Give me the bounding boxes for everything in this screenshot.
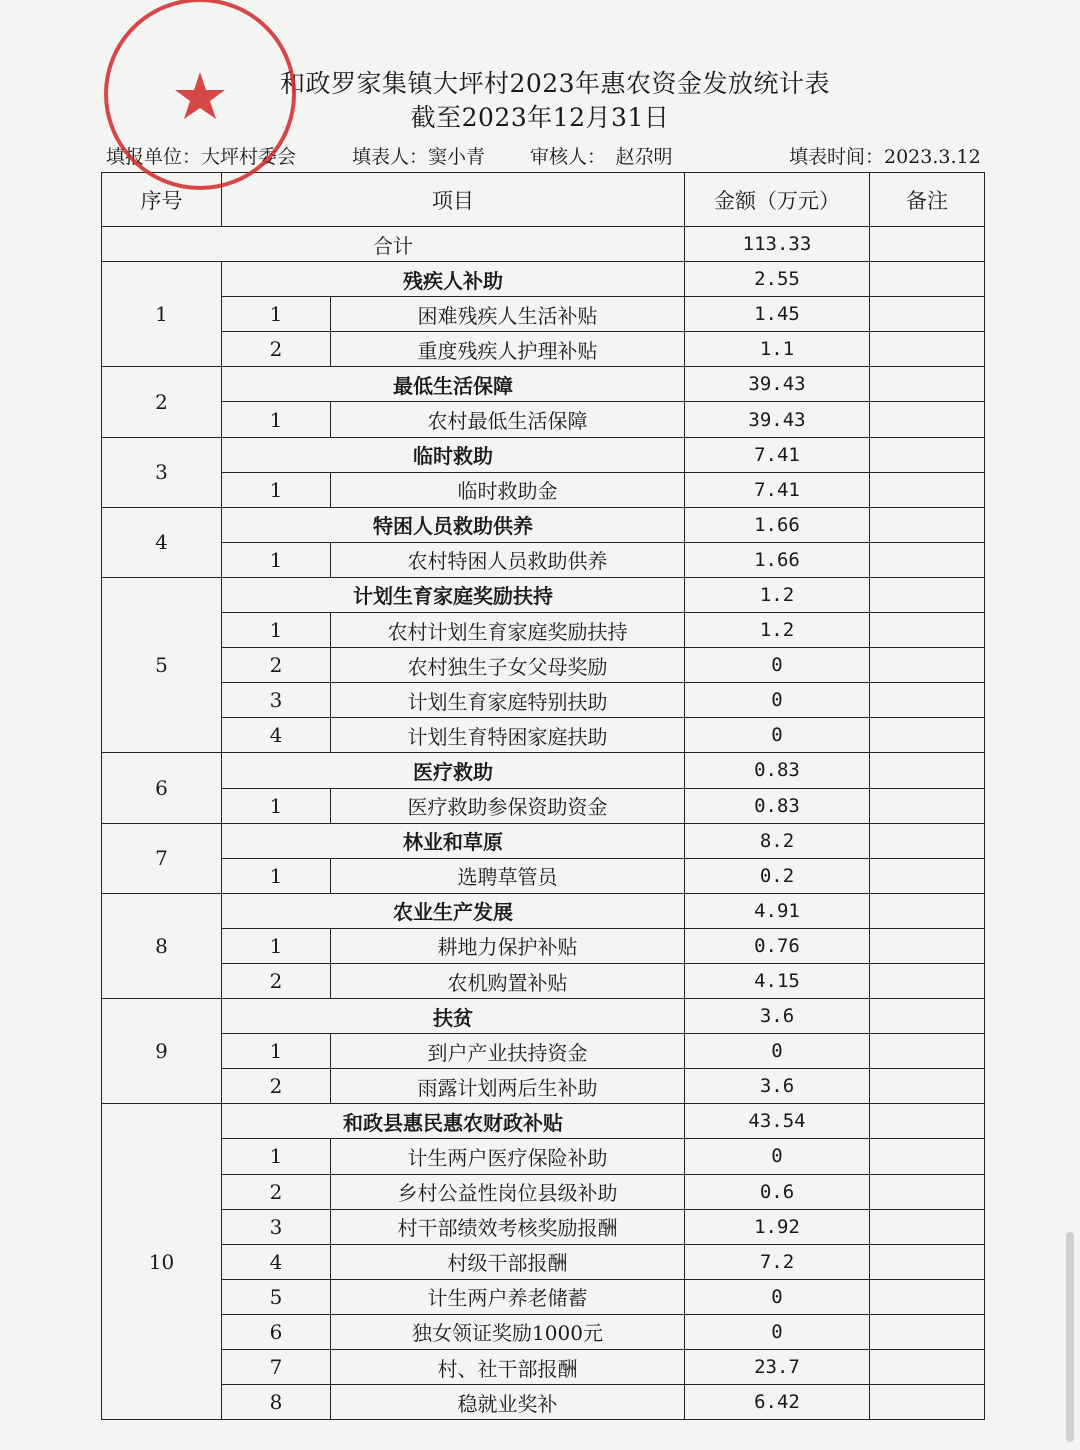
item-row [102,332,985,367]
category-name: 特困人员救助供养 [222,507,685,542]
item-row [102,1034,985,1069]
note-cell [870,1139,985,1174]
item-number: 6 [222,1314,331,1349]
category-row [102,507,985,542]
note-cell [870,507,985,542]
item-name: 村、社干部报酬 [331,1350,685,1385]
note-cell [870,718,985,753]
item-number: 1 [222,1034,331,1069]
total-note [870,227,985,262]
category-amount: 1.66 [685,507,870,542]
item-row [102,1279,985,1314]
scrollbar[interactable] [1066,1232,1074,1442]
category-row [102,823,985,858]
item-row [102,683,985,718]
note-cell [870,1314,985,1349]
item-name: 选聘草管员 [331,858,685,893]
note-cell [870,753,985,788]
item-amount: 0.76 [685,928,870,963]
item-name: 计生两户医疗保险补助 [331,1139,685,1174]
note-cell [870,577,985,612]
category-row [102,753,985,788]
item-amount: 1.92 [685,1209,870,1244]
item-name: 乡村公益性岗位县级补助 [331,1174,685,1209]
item-name: 村级干部报酬 [331,1244,685,1279]
item-number: 1 [222,297,331,332]
item-row [102,542,985,577]
item-number: 2 [222,1069,331,1104]
item-amount: 7.2 [685,1244,870,1279]
item-amount: 0 [685,1139,870,1174]
item-row [102,613,985,648]
item-name: 雨露计划两后生补助 [331,1069,685,1104]
item-number: 1 [222,402,331,437]
group-number: 8 [102,893,222,998]
category-name: 临时救助 [222,437,685,472]
item-amount: 0 [685,718,870,753]
item-row [102,1069,985,1104]
category-name: 医疗救助 [222,753,685,788]
item-number: 2 [222,648,331,683]
item-number: 1 [222,928,331,963]
note-cell [870,1034,985,1069]
category-amount: 39.43 [685,367,870,402]
category-name: 残疾人补助 [222,262,685,297]
group-number: 6 [102,753,222,823]
item-amount: 0 [685,1279,870,1314]
item-name: 农村特困人员救助供养 [331,542,685,577]
item-row [102,648,985,683]
note-cell [870,1069,985,1104]
note-cell [870,472,985,507]
category-row [102,367,985,402]
subsidy-table [101,172,985,1420]
note-cell [870,683,985,718]
item-name: 稳就业奖补 [331,1385,685,1420]
item-number: 1 [222,788,331,823]
item-row [102,1174,985,1209]
note-cell [870,1174,985,1209]
item-amount: 0.2 [685,858,870,893]
item-row [102,297,985,332]
item-number: 7 [222,1350,331,1385]
item-row [102,472,985,507]
note-cell [870,1209,985,1244]
category-amount: 43.54 [685,1104,870,1139]
total-amount: 113.33 [685,227,870,262]
note-cell [870,297,985,332]
category-amount: 2.55 [685,262,870,297]
item-number: 8 [222,1385,331,1420]
item-name: 临时救助金 [331,472,685,507]
category-name: 扶贫 [222,999,685,1034]
item-name: 困难残疾人生活补贴 [331,297,685,332]
item-number: 4 [222,718,331,753]
item-number: 5 [222,1279,331,1314]
item-number: 2 [222,1174,331,1209]
item-number: 3 [222,1209,331,1244]
category-row [102,999,985,1034]
note-cell [870,613,985,648]
table-header-row [102,173,985,227]
category-row [102,577,985,612]
note-cell [870,1244,985,1279]
item-row [102,1350,985,1385]
group-number: 10 [102,1104,222,1420]
note-cell [870,437,985,472]
item-name: 计生两户养老储蓄 [331,1279,685,1314]
note-cell [870,1350,985,1385]
category-row [102,1104,985,1139]
note-cell [870,367,985,402]
document-subtitle: 截至2023年12月31日 [410,103,670,132]
item-number: 1 [222,613,331,648]
item-row [102,788,985,823]
item-amount: 4.15 [685,963,870,998]
note-cell [870,1385,985,1420]
document-title: 和政罗家集镇大坪村2023年惠农资金发放统计表 [279,69,831,98]
item-amount: 1.45 [685,297,870,332]
category-amount: 1.2 [685,577,870,612]
item-number: 1 [222,1139,331,1174]
header-item: 项目 [222,173,685,227]
note-cell [870,1279,985,1314]
total-label: 合计 [102,227,685,262]
note-cell [870,999,985,1034]
category-row [102,893,985,928]
item-row [102,858,985,893]
item-name: 耕地力保护补贴 [331,928,685,963]
item-amount: 1.66 [685,542,870,577]
total-row [102,227,985,262]
item-amount: 0.83 [685,788,870,823]
item-row [102,1314,985,1349]
note-cell [870,332,985,367]
item-amount: 0 [685,683,870,718]
reviewer-name: 审核人： 赵尕明 [530,146,673,168]
note-cell [870,893,985,928]
item-number: 1 [222,542,331,577]
item-number: 3 [222,683,331,718]
note-cell [870,1104,985,1139]
header-no: 序号 [102,173,222,227]
group-number: 4 [102,507,222,577]
category-row [102,437,985,472]
item-row [102,402,985,437]
item-amount: 0 [685,1034,870,1069]
item-amount: 0 [685,648,870,683]
category-row [102,262,985,297]
item-amount: 1.2 [685,613,870,648]
category-name: 和政县惠民惠农财政补贴 [222,1104,685,1139]
item-name: 农村独生子女父母奖励 [331,648,685,683]
item-amount: 7.41 [685,472,870,507]
group-number: 3 [102,437,222,507]
note-cell [870,542,985,577]
item-name: 独女领证奖励1000元 [331,1314,685,1349]
fill-date: 填表时间：2023.3.12 [789,146,981,168]
item-amount: 39.43 [685,402,870,437]
header-note: 备注 [870,173,985,227]
item-name: 农村最低生活保障 [331,402,685,437]
note-cell [870,648,985,683]
item-name: 到户产业扶持资金 [331,1034,685,1069]
item-amount: 6.42 [685,1385,870,1420]
header-amount: 金额（万元） [685,173,870,227]
category-name: 林业和草原 [222,823,685,858]
category-name: 最低生活保障 [222,367,685,402]
item-row [102,1385,985,1420]
item-name: 计划生育特困家庭扶助 [331,718,685,753]
item-number: 1 [222,472,331,507]
item-amount: 0 [685,1314,870,1349]
item-row [102,1209,985,1244]
group-number: 1 [102,262,222,367]
category-amount: 0.83 [685,753,870,788]
item-name: 村干部绩效考核奖励报酬 [331,1209,685,1244]
item-name: 农村计划生育家庭奖励扶持 [331,613,685,648]
group-number: 9 [102,999,222,1104]
note-cell [870,788,985,823]
item-amount: 3.6 [685,1069,870,1104]
category-amount: 3.6 [685,999,870,1034]
item-name: 重度残疾人护理补贴 [331,332,685,367]
item-row [102,718,985,753]
category-name: 计划生育家庭奖励扶持 [222,577,685,612]
item-name: 计划生育家庭特别扶助 [331,683,685,718]
group-number: 2 [102,367,222,437]
item-row [102,963,985,998]
note-cell [870,928,985,963]
note-cell [870,858,985,893]
group-number: 7 [102,823,222,893]
item-amount: 23.7 [685,1350,870,1385]
item-row [102,1139,985,1174]
item-amount: 1.1 [685,332,870,367]
item-number: 2 [222,332,331,367]
group-number: 5 [102,577,222,752]
item-name: 医疗救助参保资助资金 [331,788,685,823]
category-amount: 8.2 [685,823,870,858]
item-number: 4 [222,1244,331,1279]
reporting-unit: 填报单位：大坪村委会 [106,146,297,168]
filler-name: 填表人：窦小青 [352,146,486,168]
note-cell [870,823,985,858]
note-cell [870,963,985,998]
item-number: 2 [222,963,331,998]
note-cell [870,402,985,437]
category-amount: 4.91 [685,893,870,928]
item-row [102,1244,985,1279]
item-row [102,928,985,963]
item-name: 农机购置补贴 [331,963,685,998]
item-number: 1 [222,858,331,893]
item-amount: 0.6 [685,1174,870,1209]
category-amount: 7.41 [685,437,870,472]
note-cell [870,262,985,297]
category-name: 农业生产发展 [222,893,685,928]
